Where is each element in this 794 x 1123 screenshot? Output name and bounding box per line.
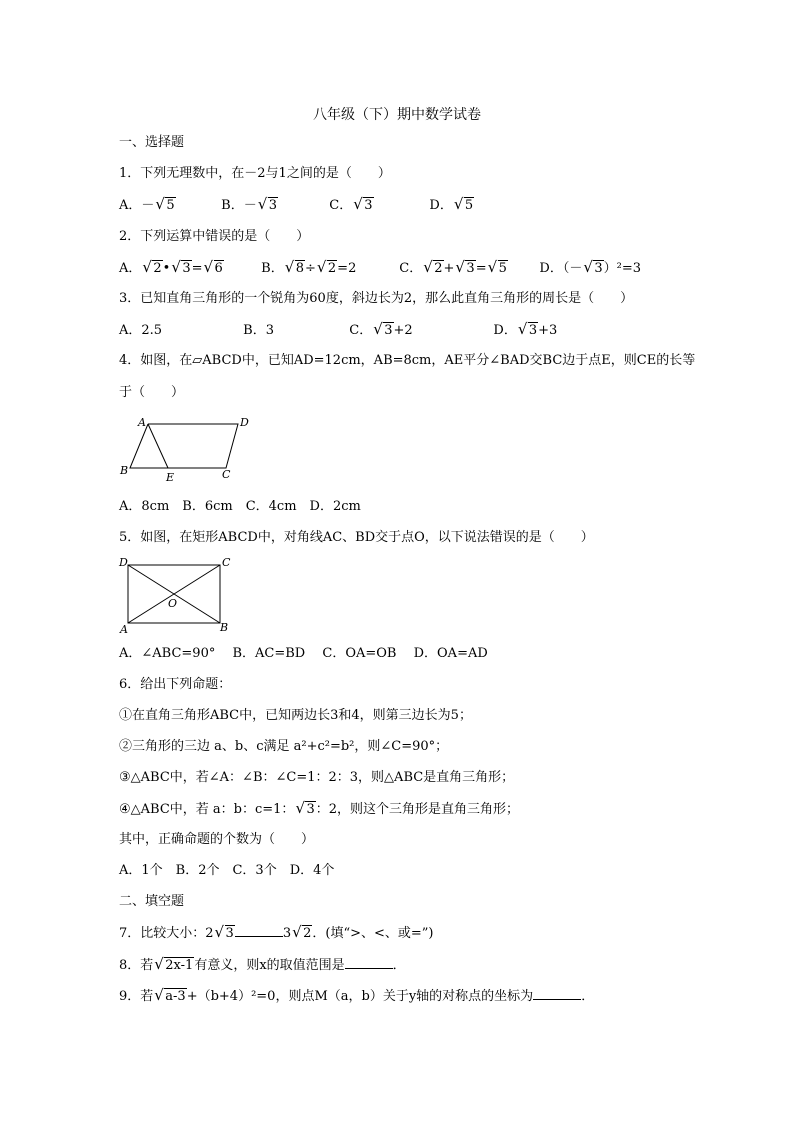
question-5-options: A．∠ABC=90° B．AC=BD C．OA=OB D．OA=AD xyxy=(119,646,488,661)
sqrt-symbol: √ 3 xyxy=(295,799,315,817)
question-9: 9．若 √ a-3+（b+4）²=0，则点M（a，b）关于y轴的对称点的坐标为 ． xyxy=(119,986,595,1004)
label-d: D xyxy=(119,556,128,569)
option-label: A．－ xyxy=(119,198,155,213)
option-label: C． xyxy=(329,198,353,213)
question-1-options xyxy=(119,196,474,215)
answer-blank[interactable] xyxy=(345,956,393,969)
question-7: 7．比较大小：2 √ 3 3 √ 2．(填“>、<、或=”) xyxy=(119,923,434,941)
sqrt-symbol: √ 3 xyxy=(455,258,475,276)
sqrt-symbol: √ a-3 xyxy=(154,986,186,1004)
label-a: A xyxy=(120,623,128,636)
question-6-stem: 6．给出下列命题： xyxy=(119,677,232,692)
sqrt-symbol: √ 2 xyxy=(292,923,312,941)
rectangle-figure xyxy=(116,555,238,637)
sqrt-symbol: √ 3 xyxy=(353,195,373,213)
question-6-options: A．1个 B．2个 C．3个 D．4个 xyxy=(119,863,335,878)
answer-blank[interactable] xyxy=(235,924,283,937)
sqrt-symbol: √ 3 xyxy=(257,195,277,213)
sqrt-symbol: √ 6 xyxy=(203,258,223,276)
sqrt-symbol: √ 5 xyxy=(155,195,175,213)
sqrt-symbol: √ 2 xyxy=(142,258,162,276)
exam-title: 八年级（下）期中数学试卷 xyxy=(313,107,481,123)
statement-3: ③△ABC中，若∠A：∠B：∠C=1：2：3，则△ABC是直角三角形； xyxy=(119,770,515,785)
label-c: C xyxy=(222,468,231,481)
question-4-stem: 4．如图，在▱ABCD中，已知AD=12cm，AB=8cm，AE平分∠BAD交BC边于点E，则CE的长等 xyxy=(119,353,696,368)
statement-4: ④△ABC中，若 a：b：c=1： √ 3：2，则这个三角形是直角三角形； xyxy=(119,799,519,817)
sqrt-symbol: √ 8 xyxy=(284,258,304,276)
question-2-stem: 2．下列运算中错误的是（ ） xyxy=(119,229,310,244)
sqrt-symbol: √ 2 xyxy=(316,258,337,276)
sqrt-symbol: √ 5 xyxy=(487,258,507,276)
label-a: A xyxy=(138,416,146,429)
question-1-stem: 1．下列无理数中，在－2与1之间的是（ ） xyxy=(119,166,391,181)
question-5-stem: 5．如图，在矩形ABCD中，对角线AC、BD交于点O，以下说法错误的是（ ） xyxy=(119,530,594,545)
sqrt-symbol: √ 3 xyxy=(373,320,393,338)
sqrt-symbol: √ 3 xyxy=(214,923,234,941)
label-e: E xyxy=(166,471,175,484)
option-label: B．－ xyxy=(221,198,257,213)
label-d: D xyxy=(240,416,249,429)
question-3-stem: 3．已知直角三角形的一个锐角为60度，斜边长为2，那么此直角三角形的周长是（ ） xyxy=(119,291,634,306)
sqrt-symbol: √ 3 xyxy=(171,258,191,276)
label-b: B xyxy=(220,621,229,634)
sqrt-symbol: √ 3 xyxy=(517,320,538,338)
statement-1: ①在直角三角形ABC中，已知两边长3和4，则第三边长为5； xyxy=(119,708,472,723)
option-label: D． xyxy=(429,198,453,213)
statement-2: ②三角形的三边 a、b、c满足 a²+c²=b²，则∠C=90°； xyxy=(119,739,449,754)
question-4-options: A．8cm B．6cm C．4cm D．2cm xyxy=(119,499,361,514)
question-6-prompt: 其中，正确命题的个数为（ ） xyxy=(119,832,315,847)
section-heading: 二、填空题 xyxy=(119,894,185,909)
question-2-options: A． √ 2• √ 3= √ 6 B． √ 8÷ √ 2=2 C． √ 2+ √ 3= √ 5 D．（－ √ 3）²=3 xyxy=(119,258,642,276)
sqrt-symbol: √ 3 xyxy=(583,258,603,276)
label-c: C xyxy=(222,556,231,569)
question-3-options: A．2.5 B．3 C． √ 3+2 D． √ 3+3 xyxy=(119,320,558,338)
sqrt-symbol: √ 5 xyxy=(453,195,474,213)
section-heading: 一、选择题 xyxy=(119,135,185,150)
question-4-stem-cont: 于（ ） xyxy=(119,385,185,400)
label-b: B xyxy=(120,464,129,477)
question-8: 8．若 √ 2x-1有意义，则x的取值范围是 ． xyxy=(119,955,406,973)
sqrt-symbol: √ 2 xyxy=(423,258,443,276)
sqrt-symbol: √ 2x-1 xyxy=(154,955,194,973)
label-o: O xyxy=(168,597,178,610)
answer-blank[interactable] xyxy=(533,987,581,1000)
parallelogram-figure xyxy=(116,414,256,486)
